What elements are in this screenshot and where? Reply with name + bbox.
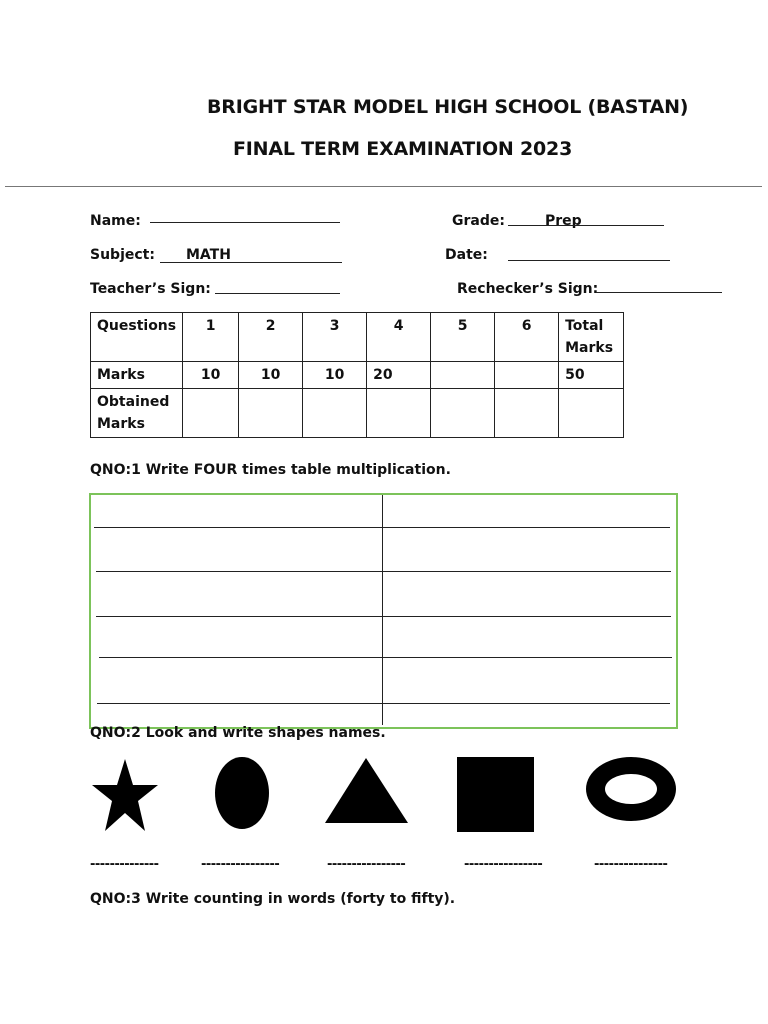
obtained-marks-header: Obtained Marks: [91, 389, 183, 438]
question-number: 5: [431, 313, 495, 362]
answer-line[interactable]: [97, 703, 670, 704]
subject-field-line: [160, 262, 342, 263]
obtained-cell[interactable]: [431, 389, 495, 438]
ring-icon: [584, 755, 678, 823]
rechecker-sign-line[interactable]: [596, 292, 722, 293]
header-divider: [5, 186, 762, 187]
teacher-sign-label: Teacher’s Sign:: [90, 281, 211, 297]
marks-cell: 10: [183, 362, 239, 389]
obtained-cell[interactable]: [239, 389, 303, 438]
question-number: 1: [183, 313, 239, 362]
questions-header: Questions: [91, 313, 183, 362]
triangle-icon: [324, 757, 410, 825]
oval-icon: [214, 756, 270, 830]
exam-title: FINAL TERM EXAMINATION 2023: [233, 138, 573, 160]
subject-value[interactable]: MATH: [186, 247, 231, 263]
name-field-line: [150, 222, 340, 223]
school-name: BRIGHT STAR MODEL HIGH SCHOOL (BASTAN): [207, 96, 689, 118]
shape-answer-blank[interactable]: ----------------: [327, 857, 406, 872]
subject-label: Subject:: [90, 247, 155, 263]
question-number: 2: [239, 313, 303, 362]
marks-cell: 10: [303, 362, 367, 389]
star-icon: [92, 757, 158, 833]
answer-line[interactable]: [96, 616, 671, 617]
date-field-line: [508, 260, 670, 261]
obtained-cell[interactable]: [303, 389, 367, 438]
marks-cell: [495, 362, 559, 389]
questions-row: [91, 313, 624, 362]
obtained-cell[interactable]: [367, 389, 431, 438]
rechecker-sign-label: Rechecker’s Sign:: [457, 281, 599, 297]
grade-label: Grade:: [452, 213, 505, 229]
marks-row: [91, 362, 624, 389]
obtained-row: [91, 389, 624, 438]
shape-answer-blank[interactable]: ----------------: [464, 857, 543, 872]
shape-answer-blank[interactable]: ---------------: [594, 857, 668, 872]
marks-cell: [431, 362, 495, 389]
name-label: Name:: [90, 213, 141, 229]
teacher-sign-line[interactable]: [215, 293, 340, 294]
answer-line[interactable]: [99, 657, 672, 658]
question-number: 3: [303, 313, 367, 362]
obtained-cell[interactable]: [183, 389, 239, 438]
marks-table: [90, 312, 624, 438]
total-marks-cell: 50: [559, 362, 624, 389]
times-table-answer-box[interactable]: [89, 493, 678, 729]
total-marks-header: Total Marks: [559, 313, 624, 362]
grade-value[interactable]: Prep: [545, 213, 582, 229]
date-label: Date:: [445, 247, 488, 263]
question-1-text: QNO:1 Write FOUR times table multiplication.: [90, 462, 451, 478]
answer-box-divider: [382, 495, 383, 725]
square-icon: [456, 756, 536, 834]
answer-line[interactable]: [96, 571, 671, 572]
obtained-total-cell[interactable]: [559, 389, 624, 438]
answer-line[interactable]: [94, 527, 670, 528]
question-number: 6: [495, 313, 559, 362]
obtained-cell[interactable]: [495, 389, 559, 438]
question-number: 4: [367, 313, 431, 362]
grade-field-line: [508, 225, 664, 226]
marks-header: Marks: [91, 362, 183, 389]
shape-answer-blank[interactable]: --------------: [90, 857, 159, 872]
shape-answer-blank[interactable]: ----------------: [201, 857, 280, 872]
question-2-text: QNO:2 Look and write shapes names.: [90, 725, 386, 741]
marks-cell: 10: [239, 362, 303, 389]
question-3-text: QNO:3 Write counting in words (forty to fifty).: [90, 891, 456, 907]
marks-cell: 20: [367, 362, 431, 389]
